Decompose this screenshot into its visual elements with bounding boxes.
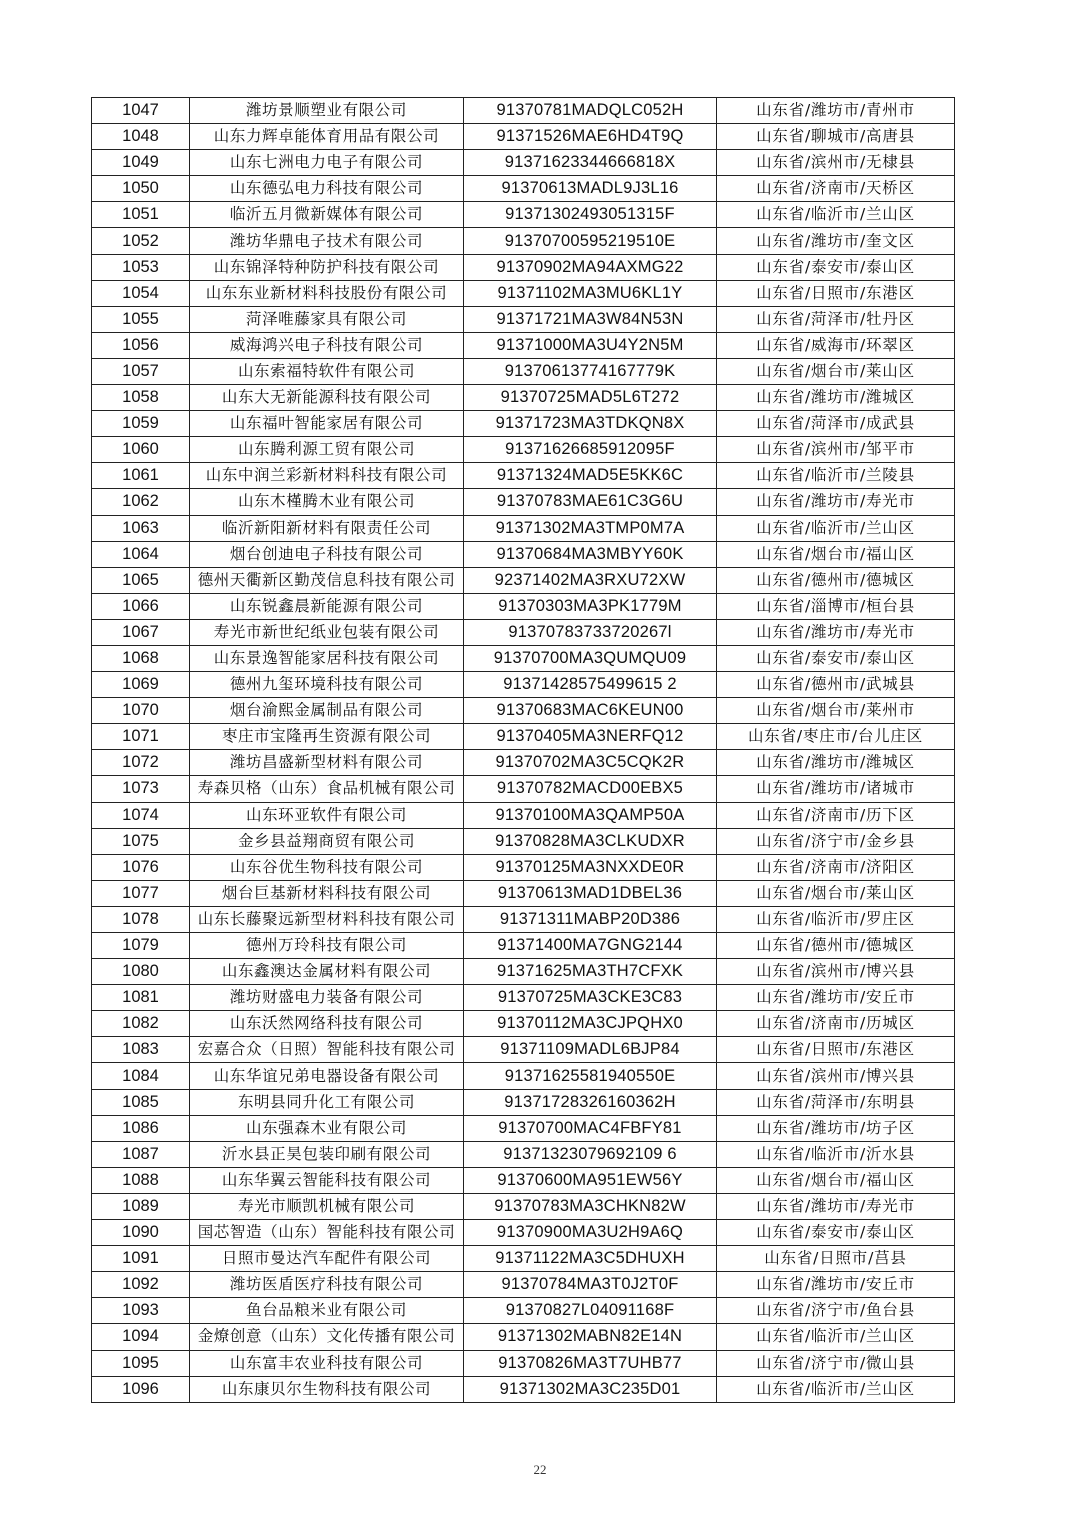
credit-code-cell: 91370600MA951EW56Y (464, 1167, 717, 1193)
row-number-cell: 1069 (92, 672, 190, 698)
table-row (92, 463, 955, 489)
row-number-cell: 1074 (92, 802, 190, 828)
region-cell: 山东省/烟台市/福山区 (717, 541, 955, 567)
table-row (92, 1298, 955, 1324)
region-cell: 山东省/泰安市/泰山区 (717, 645, 955, 671)
region-cell: 山东省/滨州市/博兴县 (717, 959, 955, 985)
table-row (92, 619, 955, 645)
row-number-cell: 1048 (92, 124, 190, 150)
company-name-cell: 山东富丰农业科技有限公司 (190, 1350, 464, 1376)
company-name-cell: 山东大无新能源科技有限公司 (190, 385, 464, 411)
page-number: 22 (533, 1462, 547, 1477)
table-row (92, 1193, 955, 1219)
row-number-cell: 1073 (92, 776, 190, 802)
table-row (92, 1350, 955, 1376)
table-row (92, 358, 955, 384)
company-name-cell: 潍坊景顺塑业有限公司 (190, 98, 464, 124)
company-name-cell: 德州万玲科技有限公司 (190, 933, 464, 959)
credit-code-cell: 91371400MA7GNG2144 (464, 933, 717, 959)
table-row (92, 698, 955, 724)
company-name-cell: 山东力辉卓能体育用品有限公司 (190, 124, 464, 150)
region-cell: 山东省/德州市/德城区 (717, 567, 955, 593)
row-number-cell: 1066 (92, 593, 190, 619)
table-row (92, 1011, 955, 1037)
company-name-cell: 临沂新阳新材料有限责任公司 (190, 515, 464, 541)
table-row (92, 1324, 955, 1350)
credit-code-cell: 91371109MADL6BJP84 (464, 1037, 717, 1063)
region-cell: 山东省/济宁市/微山县 (717, 1350, 955, 1376)
credit-code-cell: 91371723MA3TDKQN8X (464, 411, 717, 437)
credit-code-cell: 91371626685912095F (464, 437, 717, 463)
table-row (92, 411, 955, 437)
table-row (92, 750, 955, 776)
region-cell: 山东省/菏泽市/牡丹区 (717, 306, 955, 332)
credit-code-cell: 91371324MAD5E5KK6C (464, 463, 717, 489)
credit-code-cell: 91371302MA3TMP0M7A (464, 515, 717, 541)
table-row (92, 985, 955, 1011)
region-cell: 山东省/德州市/武城县 (717, 672, 955, 698)
credit-code-cell: 91370783MA3CHKN82W (464, 1193, 717, 1219)
row-number-cell: 1072 (92, 750, 190, 776)
credit-code-cell: 91371323079692109 6 (464, 1141, 717, 1167)
company-name-cell: 山东华谊兄弟电器设备有限公司 (190, 1063, 464, 1089)
table-row (92, 124, 955, 150)
company-name-cell: 山东环亚软件有限公司 (190, 802, 464, 828)
region-cell: 山东省/日照市/东港区 (717, 280, 955, 306)
table-row (92, 933, 955, 959)
region-cell: 山东省/济南市/天桥区 (717, 176, 955, 202)
table-row (92, 98, 955, 124)
credit-code-cell: 91370827L04091168F (464, 1298, 717, 1324)
company-name-cell: 德州九玺环境科技有限公司 (190, 672, 464, 698)
credit-code-cell: 91370613MADL9J3L16 (464, 176, 717, 202)
company-name-cell: 山东康贝尔生物科技有限公司 (190, 1376, 464, 1402)
region-cell: 山东省/临沂市/兰山区 (717, 1376, 955, 1402)
region-cell: 山东省/潍坊市/诸城市 (717, 776, 955, 802)
table-row (92, 593, 955, 619)
region-cell: 山东省/烟台市/莱山区 (717, 880, 955, 906)
table-row (92, 228, 955, 254)
region-cell: 山东省/菏泽市/成武县 (717, 411, 955, 437)
row-number-cell: 1082 (92, 1011, 190, 1037)
table-row (92, 672, 955, 698)
company-name-cell: 宏嘉合众（日照）智能科技有限公司 (190, 1037, 464, 1063)
table-row (92, 645, 955, 671)
table-row (92, 1167, 955, 1193)
row-number-cell: 1075 (92, 828, 190, 854)
region-cell: 山东省/济南市/济阳区 (717, 854, 955, 880)
company-name-cell: 山东长藤聚远新型材料科技有限公司 (190, 906, 464, 932)
table-row (92, 176, 955, 202)
table-row (92, 880, 955, 906)
table-row (92, 1246, 955, 1272)
credit-code-cell: 91370784MA3T0J2T0F (464, 1272, 717, 1298)
row-number-cell: 1061 (92, 463, 190, 489)
credit-code-cell: 91370782MACD00EBX5 (464, 776, 717, 802)
table-row (92, 1220, 955, 1246)
company-name-cell: 山东腾利源工贸有限公司 (190, 437, 464, 463)
row-number-cell: 1084 (92, 1063, 190, 1089)
region-cell: 山东省/烟台市/莱州市 (717, 698, 955, 724)
credit-code-cell: 91370683MAC6KEUN00 (464, 698, 717, 724)
region-cell: 山东省/泰安市/泰山区 (717, 254, 955, 280)
region-cell: 山东省/济南市/历下区 (717, 802, 955, 828)
row-number-cell: 1071 (92, 724, 190, 750)
company-name-cell: 山东福叶智能家居有限公司 (190, 411, 464, 437)
row-number-cell: 1062 (92, 489, 190, 515)
row-number-cell: 1059 (92, 411, 190, 437)
company-name-cell: 寿光市新世纪纸业包装有限公司 (190, 619, 464, 645)
row-number-cell: 1079 (92, 933, 190, 959)
row-number-cell: 1065 (92, 567, 190, 593)
region-cell: 山东省/临沂市/沂水县 (717, 1141, 955, 1167)
credit-code-cell: 91370405MA3NERFQ12 (464, 724, 717, 750)
row-number-cell: 1057 (92, 358, 190, 384)
company-name-cell: 山东锐鑫晨新能源有限公司 (190, 593, 464, 619)
table-row (92, 1089, 955, 1115)
company-name-cell: 山东鑫澳达金属材料有限公司 (190, 959, 464, 985)
row-number-cell: 1092 (92, 1272, 190, 1298)
region-cell: 山东省/日照市/东港区 (717, 1037, 955, 1063)
region-cell: 山东省/聊城市/高唐县 (717, 124, 955, 150)
row-number-cell: 1051 (92, 202, 190, 228)
credit-code-cell: 91370900MA3U2H9A6Q (464, 1220, 717, 1246)
credit-code-cell: 91371625581940550E (464, 1063, 717, 1089)
credit-code-cell: 91371625MA3TH7CFXK (464, 959, 717, 985)
company-name-cell: 山东谷优生物科技有限公司 (190, 854, 464, 880)
credit-code-cell: 92371402MA3RXU72XW (464, 567, 717, 593)
credit-code-cell: 91370125MA3NXXDE0R (464, 854, 717, 880)
table-row (92, 437, 955, 463)
company-name-cell: 山东强森木业有限公司 (190, 1115, 464, 1141)
company-name-cell: 山东索福特软件有限公司 (190, 358, 464, 384)
row-number-cell: 1076 (92, 854, 190, 880)
company-name-cell: 山东华翼云智能科技有限公司 (190, 1167, 464, 1193)
region-cell: 山东省/潍坊市/安丘市 (717, 1272, 955, 1298)
row-number-cell: 1077 (92, 880, 190, 906)
table-row (92, 1063, 955, 1089)
row-number-cell: 1094 (92, 1324, 190, 1350)
company-name-cell: 金乡县益翔商贸有限公司 (190, 828, 464, 854)
company-name-cell: 潍坊医盾医疗科技有限公司 (190, 1272, 464, 1298)
region-cell: 山东省/滨州市/博兴县 (717, 1063, 955, 1089)
region-cell: 山东省/潍坊市/寿光市 (717, 619, 955, 645)
row-number-cell: 1052 (92, 228, 190, 254)
row-number-cell: 1060 (92, 437, 190, 463)
table-row (92, 489, 955, 515)
region-cell: 山东省/潍坊市/安丘市 (717, 985, 955, 1011)
row-number-cell: 1085 (92, 1089, 190, 1115)
region-cell: 山东省/滨州市/邹平市 (717, 437, 955, 463)
company-name-cell: 鱼台品粮米业有限公司 (190, 1298, 464, 1324)
credit-code-cell: 91370613MAD1DBEL36 (464, 880, 717, 906)
company-name-cell: 菏泽唯藤家具有限公司 (190, 306, 464, 332)
region-cell: 山东省/济宁市/金乡县 (717, 828, 955, 854)
company-name-cell: 烟台巨基新材料科技有限公司 (190, 880, 464, 906)
row-number-cell: 1056 (92, 332, 190, 358)
table-row (92, 1037, 955, 1063)
table-row (92, 306, 955, 332)
region-cell: 山东省/烟台市/莱山区 (717, 358, 955, 384)
row-number-cell: 1064 (92, 541, 190, 567)
company-name-cell: 临沂五月微新媒体有限公司 (190, 202, 464, 228)
company-name-cell: 烟台渝熙金属制品有限公司 (190, 698, 464, 724)
company-name-cell: 沂水县正昊包装印刷有限公司 (190, 1141, 464, 1167)
region-cell: 山东省/菏泽市/东明县 (717, 1089, 955, 1115)
table-row (92, 959, 955, 985)
company-name-cell: 山东东业新材料科技股份有限公司 (190, 280, 464, 306)
credit-code-cell: 91371311MABP20D386 (464, 906, 717, 932)
credit-code-cell: 91370100MA3QAMP50A (464, 802, 717, 828)
credit-code-cell: 91371728326160362H (464, 1089, 717, 1115)
credit-code-cell: 91371122MA3C5DHUXH (464, 1246, 717, 1272)
credit-code-cell: 91371302MA3C235D01 (464, 1376, 717, 1402)
credit-code-cell: 91371428575499615 2 (464, 672, 717, 698)
region-cell: 山东省/临沂市/罗庄区 (717, 906, 955, 932)
credit-code-cell: 91370725MA3CKE3C83 (464, 985, 717, 1011)
credit-code-cell: 91370781MADQLC052H (464, 98, 717, 124)
company-name-cell: 潍坊财盛电力装备有限公司 (190, 985, 464, 1011)
row-number-cell: 1063 (92, 515, 190, 541)
row-number-cell: 1091 (92, 1246, 190, 1272)
table-row (92, 202, 955, 228)
company-name-cell: 威海鸿兴电子科技有限公司 (190, 332, 464, 358)
table-row (92, 828, 955, 854)
credit-code-cell: 91371623344666818X (464, 150, 717, 176)
row-number-cell: 1078 (92, 906, 190, 932)
credit-code-cell: 91371302MABN82E14N (464, 1324, 717, 1350)
table-row (92, 1272, 955, 1298)
region-cell: 山东省/济宁市/鱼台县 (717, 1298, 955, 1324)
region-cell: 山东省/泰安市/泰山区 (717, 1220, 955, 1246)
row-number-cell: 1050 (92, 176, 190, 202)
company-name-cell: 东明县同升化工有限公司 (190, 1089, 464, 1115)
company-name-cell: 潍坊华鼎电子技术有限公司 (190, 228, 464, 254)
region-cell: 山东省/潍坊市/青州市 (717, 98, 955, 124)
company-name-cell: 国芯智造（山东）智能科技有限公司 (190, 1220, 464, 1246)
company-name-cell: 山东锦泽特种防护科技有限公司 (190, 254, 464, 280)
row-number-cell: 1055 (92, 306, 190, 332)
table-row (92, 254, 955, 280)
table-row (92, 802, 955, 828)
company-name-cell: 潍坊昌盛新型材料有限公司 (190, 750, 464, 776)
region-cell: 山东省/滨州市/无棣县 (717, 150, 955, 176)
table-row (92, 1376, 955, 1402)
table-row (92, 1141, 955, 1167)
credit-code-cell: 91370828MA3CLKUDXR (464, 828, 717, 854)
credit-code-cell: 91371721MA3W84N53N (464, 306, 717, 332)
credit-code-cell: 91370702MA3C5CQK2R (464, 750, 717, 776)
credit-code-cell: 91371302493051315F (464, 202, 717, 228)
row-number-cell: 1087 (92, 1141, 190, 1167)
region-cell: 山东省/烟台市/福山区 (717, 1167, 955, 1193)
credit-code-cell: 91371000MA3U4Y2N5M (464, 332, 717, 358)
company-name-cell: 山东七洲电力电子有限公司 (190, 150, 464, 176)
company-name-cell: 德州天衢新区勤茂信息科技有限公司 (190, 567, 464, 593)
credit-code-cell: 91370613774167779K (464, 358, 717, 384)
company-name-cell: 寿森贝格（山东）食品机械有限公司 (190, 776, 464, 802)
row-number-cell: 1047 (92, 98, 190, 124)
company-name-cell: 金燎创意（山东）文化传播有限公司 (190, 1324, 464, 1350)
region-cell: 山东省/临沂市/兰山区 (717, 202, 955, 228)
row-number-cell: 1089 (92, 1193, 190, 1219)
company-name-cell: 山东中润兰彩新材料科技有限公司 (190, 463, 464, 489)
credit-code-cell: 91370826MA3T7UHB77 (464, 1350, 717, 1376)
table-row (92, 280, 955, 306)
credit-code-cell: 91370700MAC4FBFY81 (464, 1115, 717, 1141)
row-number-cell: 1083 (92, 1037, 190, 1063)
row-number-cell: 1053 (92, 254, 190, 280)
region-cell: 山东省/威海市/环翠区 (717, 332, 955, 358)
credit-code-cell: 91370783MAE61C3G6U (464, 489, 717, 515)
region-cell: 山东省/淄博市/桓台县 (717, 593, 955, 619)
credit-code-cell: 91370700MA3QUMQU09 (464, 645, 717, 671)
table-row (92, 567, 955, 593)
region-cell: 山东省/临沂市/兰山区 (717, 515, 955, 541)
row-number-cell: 1088 (92, 1167, 190, 1193)
company-list-table (91, 97, 955, 1403)
region-cell: 山东省/潍坊市/潍城区 (717, 385, 955, 411)
row-number-cell: 1086 (92, 1115, 190, 1141)
row-number-cell: 1058 (92, 385, 190, 411)
credit-code-cell: 91370112MA3CJPQHX0 (464, 1011, 717, 1037)
table-row (92, 854, 955, 880)
credit-code-cell: 91370700595219510E (464, 228, 717, 254)
table-row (92, 1115, 955, 1141)
table-row (92, 776, 955, 802)
row-number-cell: 1067 (92, 619, 190, 645)
row-number-cell: 1081 (92, 985, 190, 1011)
region-cell: 山东省/临沂市/兰陵县 (717, 463, 955, 489)
credit-code-cell: 91370684MA3MBYY60K (464, 541, 717, 567)
company-name-cell: 日照市曼达汽车配件有限公司 (190, 1246, 464, 1272)
region-cell: 山东省/潍坊市/寿光市 (717, 489, 955, 515)
credit-code-cell: 91370725MAD5L6T272 (464, 385, 717, 411)
region-cell: 山东省/潍坊市/奎文区 (717, 228, 955, 254)
region-cell: 山东省/潍坊市/寿光市 (717, 1193, 955, 1219)
company-name-cell: 寿光市顺凯机械有限公司 (190, 1193, 464, 1219)
region-cell: 山东省/临沂市/兰山区 (717, 1324, 955, 1350)
company-name-cell: 枣庄市宝隆再生资源有限公司 (190, 724, 464, 750)
region-cell: 山东省/潍坊市/潍城区 (717, 750, 955, 776)
credit-code-cell: 91370303MA3PK1779M (464, 593, 717, 619)
table-row (92, 541, 955, 567)
row-number-cell: 1070 (92, 698, 190, 724)
credit-code-cell: 91370902MA94AXMG22 (464, 254, 717, 280)
company-name-cell: 山东德弘电力科技有限公司 (190, 176, 464, 202)
company-name-cell: 山东木槿腾木业有限公司 (190, 489, 464, 515)
table-row (92, 385, 955, 411)
table-row (92, 332, 955, 358)
row-number-cell: 1054 (92, 280, 190, 306)
company-name-cell: 山东景逸智能家居科技有限公司 (190, 645, 464, 671)
row-number-cell: 1090 (92, 1220, 190, 1246)
credit-code-cell: 91370783733720267l (464, 619, 717, 645)
row-number-cell: 1095 (92, 1350, 190, 1376)
table-body (92, 98, 955, 1403)
table-row (92, 724, 955, 750)
region-cell: 山东省/枣庄市/台儿庄区 (717, 724, 955, 750)
row-number-cell: 1049 (92, 150, 190, 176)
credit-code-cell: 91371102MA3MU6KL1Y (464, 280, 717, 306)
table-row (92, 515, 955, 541)
table-row (92, 906, 955, 932)
row-number-cell: 1068 (92, 645, 190, 671)
row-number-cell: 1093 (92, 1298, 190, 1324)
row-number-cell: 1096 (92, 1376, 190, 1402)
region-cell: 山东省/潍坊市/坊子区 (717, 1115, 955, 1141)
region-cell: 山东省/日照市/莒县 (717, 1246, 955, 1272)
row-number-cell: 1080 (92, 959, 190, 985)
table-row (92, 150, 955, 176)
company-name-cell: 烟台创迪电子科技有限公司 (190, 541, 464, 567)
credit-code-cell: 91371526MAE6HD4T9Q (464, 124, 717, 150)
region-cell: 山东省/德州市/德城区 (717, 933, 955, 959)
region-cell: 山东省/济南市/历城区 (717, 1011, 955, 1037)
company-name-cell: 山东沃然网络科技有限公司 (190, 1011, 464, 1037)
